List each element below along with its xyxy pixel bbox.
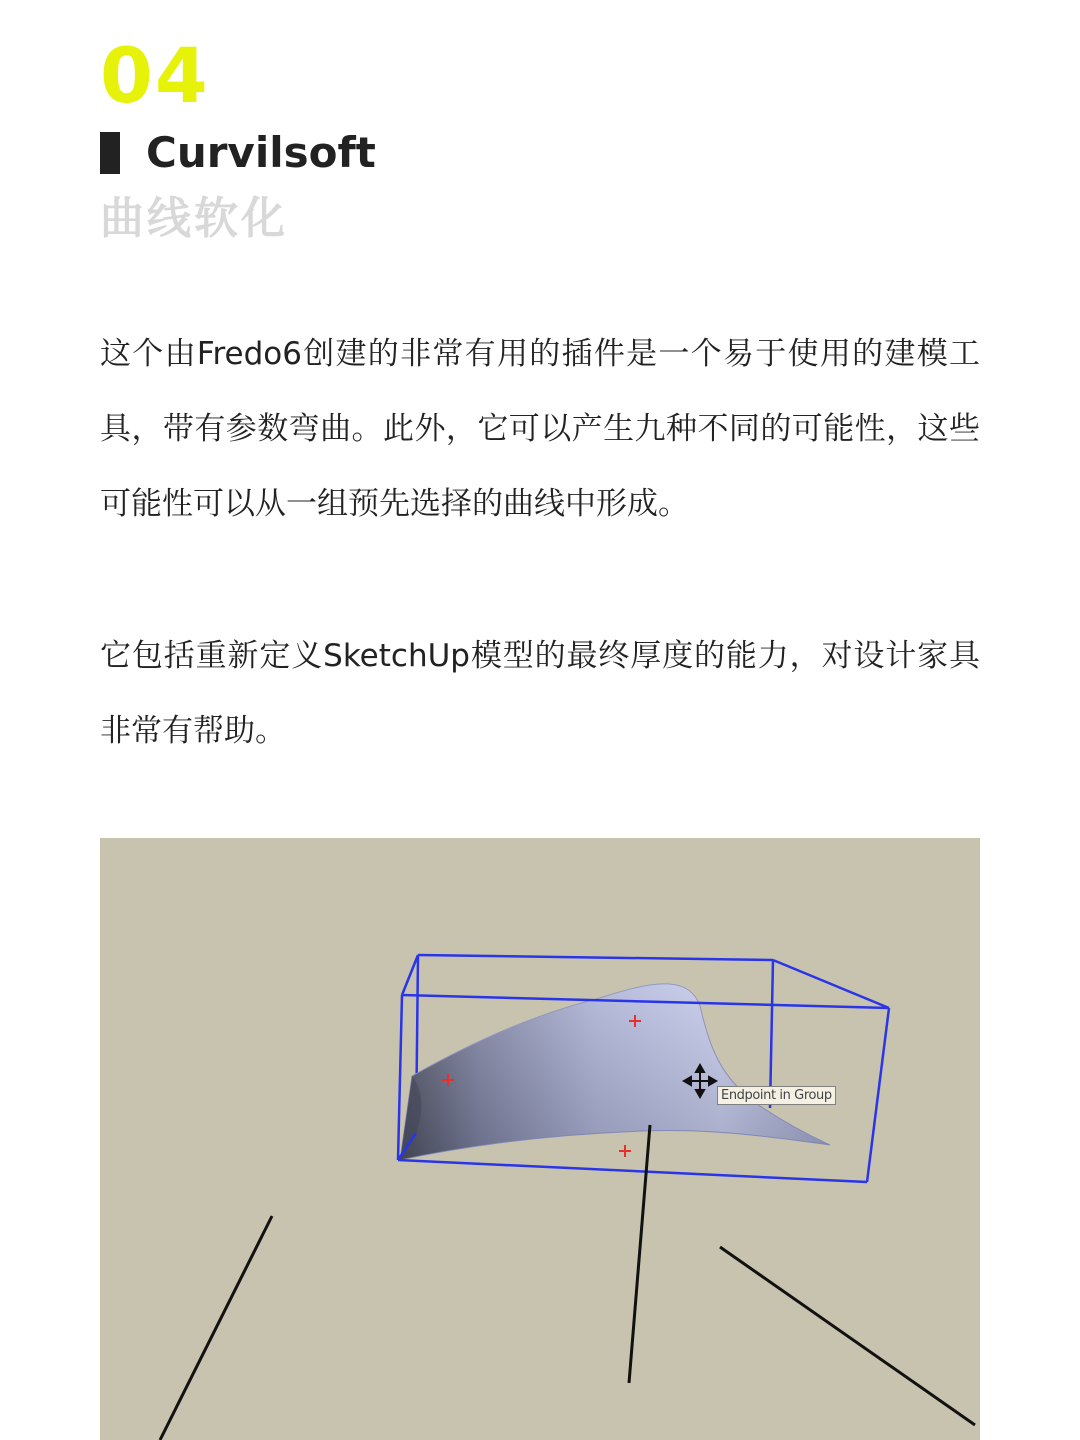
description-paragraph: 这个由Fredo6创建的非常有用的插件是一个易于使用的建模工具，带有参数弯曲。此外，它可以产生九种不同的可能性，这些可能性可以从一组预先选择的曲线中形成。 (100, 336, 980, 522)
title-accent-bar (100, 132, 120, 174)
plugin-subtitle: 曲线软化 (100, 193, 288, 244)
sketchup-viewport (100, 838, 980, 1440)
feature-paragraph: 它包括重新定义SketchUp模型的最终厚度的能力，对设计家具非常有帮助。 (100, 638, 980, 749)
snap-tooltip: Endpoint in Group (717, 1086, 836, 1105)
viewport-background (100, 838, 980, 1440)
sketchup-screenshot (100, 838, 980, 1440)
plugin-title: Curvilsoft (146, 128, 376, 177)
title-row (100, 130, 376, 176)
section-number: 04 (100, 31, 210, 120)
